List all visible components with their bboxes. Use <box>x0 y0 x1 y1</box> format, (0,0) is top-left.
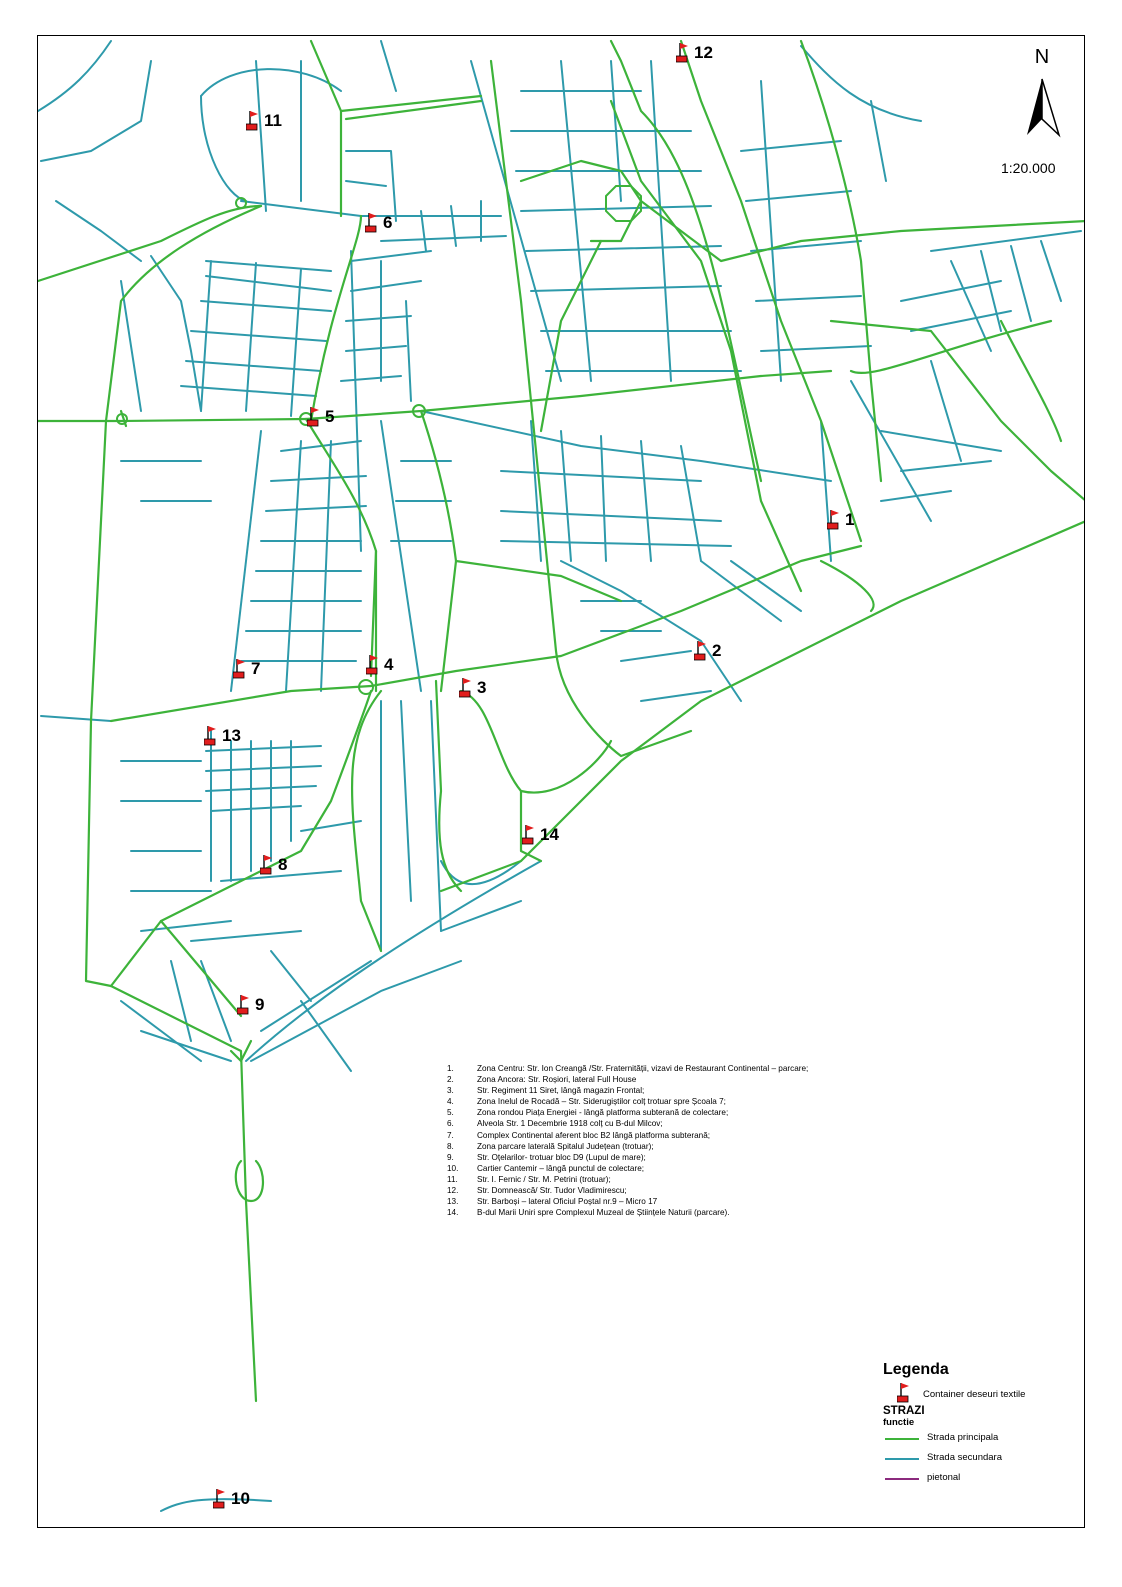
container-marker[interactable] <box>676 41 736 71</box>
note-number: 9. <box>447 1152 454 1162</box>
container-marker[interactable] <box>694 639 754 669</box>
note-number: 12. <box>447 1186 459 1196</box>
north-arrow <box>1027 79 1059 135</box>
note-text: Str. I. Fernic / Str. M. Petrini (trotuar); <box>477 1174 611 1184</box>
note-item <box>447 1118 1007 1129</box>
marker-label: 3 <box>477 678 487 697</box>
marker-label: 8 <box>278 855 288 874</box>
note-item <box>447 1152 1007 1163</box>
container-marker[interactable] <box>213 1487 273 1517</box>
note-item <box>447 1207 1007 1218</box>
container-marker[interactable] <box>233 657 293 687</box>
legend-item-secondary <box>883 1452 1073 1472</box>
location-notes <box>447 1063 1007 1218</box>
flag-icon <box>522 823 538 845</box>
map-legend <box>883 1361 1073 1492</box>
note-text: Zona Centru: Str. Ion Creangă /Str. Fraternității, vizavi de Restaurant Continental – parcare; <box>477 1064 809 1073</box>
flag-icon <box>260 853 276 875</box>
marker-label: 13 <box>222 726 241 745</box>
street-map[interactable] <box>38 36 1085 1528</box>
legend-item-label: Strada secundara <box>927 1452 1002 1463</box>
note-number: 13. <box>447 1197 459 1207</box>
note-item <box>447 1085 1007 1096</box>
north-label <box>1017 46 1067 69</box>
flag-icon <box>676 41 692 63</box>
note-text: Str. Regiment 11 Siret, lângă magazin Frontal; <box>477 1086 645 1096</box>
flag-icon <box>827 508 843 530</box>
flag-icon <box>213 1487 229 1509</box>
container-marker[interactable] <box>522 823 582 853</box>
marker-label: 6 <box>383 213 393 232</box>
note-item <box>447 1185 1007 1196</box>
marker-label: 1 <box>845 510 855 529</box>
container-marker[interactable] <box>237 993 297 1023</box>
container-marker[interactable] <box>366 653 426 683</box>
note-text: Zona Inelul de Rocadă – Str. Siderugiștilor colț trotuar spre Școala 7; <box>477 1097 726 1107</box>
note-number: 14. <box>447 1208 459 1218</box>
note-text: Complex Continental aferent bloc B2 lângă platforma subterană; <box>477 1130 711 1140</box>
note-number: 11. <box>447 1174 458 1184</box>
flag-icon <box>459 676 475 698</box>
legend-swatch-principal <box>885 1438 919 1440</box>
legend-swatch-pedestrian <box>885 1478 919 1480</box>
note-text: Zona Ancora: Str. Roșiori, lateral Full House <box>477 1075 637 1085</box>
marker-label: 14 <box>540 825 559 844</box>
note-item <box>447 1096 1007 1107</box>
secondary-streets <box>38 41 1081 1511</box>
flag-icon <box>897 1381 913 1403</box>
legend-container-row <box>883 1381 1073 1405</box>
note-item <box>447 1196 1007 1207</box>
legend-field: functie <box>883 1417 915 1428</box>
legend-container-label: Container deseuri textile <box>923 1389 1026 1400</box>
legend-item-label: pietonal <box>927 1472 961 1483</box>
note-item <box>447 1107 1007 1118</box>
marker-label: 11 <box>264 111 282 130</box>
note-text: Alveola Str. 1 Decembrie 1918 colț cu B-dul Milcov; <box>477 1119 663 1129</box>
flag-icon <box>204 724 220 746</box>
note-number: 3. <box>447 1086 454 1096</box>
legend-section: STRAZI <box>883 1405 925 1417</box>
flag-icon <box>237 993 253 1015</box>
flag-icon <box>307 405 323 427</box>
flag-icon <box>246 109 262 131</box>
note-item <box>447 1130 1007 1141</box>
note-number: 6. <box>447 1119 454 1129</box>
note-item <box>447 1074 1007 1085</box>
note-item <box>447 1141 1007 1152</box>
flag-icon <box>365 211 381 233</box>
flag-icon <box>233 657 249 679</box>
marker-label: 5 <box>325 407 335 426</box>
note-text: Str. Oțelarilor- trotuar bloc D9 (Lupul de mare); <box>477 1152 646 1162</box>
container-marker[interactable] <box>365 211 425 241</box>
note-text: Str. Domnească/ Str. Tudor Vladimirescu; <box>477 1186 627 1196</box>
container-marker[interactable] <box>827 508 887 538</box>
note-text: Str. Barboși – lateral Oficiul Poștal nr.9 – Micro 17 <box>477 1197 658 1207</box>
note-text: B-dul Marii Uniri spre Complexul Muzeal de Științele Naturii (parcare). <box>477 1208 730 1218</box>
container-marker[interactable] <box>246 109 306 139</box>
north-letter: N <box>1034 46 1050 68</box>
note-number: 2. <box>447 1075 454 1085</box>
note-number: 4. <box>447 1097 454 1107</box>
note-number: 5. <box>447 1108 454 1118</box>
note-item <box>447 1174 1007 1185</box>
legend-title: Legenda <box>883 1361 949 1378</box>
note-text: Zona rondou Piața Energiei - lângă platforma subterană de colectare; <box>477 1108 729 1118</box>
marker-label: 2 <box>712 641 722 660</box>
note-item <box>447 1163 1007 1174</box>
container-marker[interactable] <box>260 853 320 883</box>
flag-icon <box>694 639 710 661</box>
legend-item-principal <box>883 1432 1073 1452</box>
marker-label: 4 <box>384 655 394 674</box>
flag-icon <box>366 653 382 675</box>
note-number: 7. <box>447 1130 454 1140</box>
map-frame[interactable] <box>37 35 1085 1528</box>
marker-label: 9 <box>255 995 265 1014</box>
marker-label: 12 <box>694 43 713 62</box>
container-marker[interactable] <box>307 405 367 435</box>
note-text: Cartier Cantemir – lângă punctul de colectare; <box>477 1163 645 1173</box>
legend-swatch-secondary <box>885 1458 919 1460</box>
container-marker[interactable] <box>459 676 519 706</box>
legend-item-pedestrian <box>883 1472 1073 1492</box>
note-number: 8. <box>447 1141 454 1151</box>
marker-label: 7 <box>251 659 261 678</box>
container-marker[interactable] <box>204 724 264 754</box>
note-item <box>447 1063 1007 1074</box>
note-text: Zona parcare laterală Spitalul Județean (trotuar); <box>477 1141 654 1151</box>
scale-label: 1:20.000 <box>1001 160 1056 176</box>
legend-item-label: Strada principala <box>927 1432 999 1443</box>
note-number: 10. <box>447 1163 459 1173</box>
marker-label: 10 <box>231 1489 250 1508</box>
note-number: 1. <box>447 1064 454 1073</box>
